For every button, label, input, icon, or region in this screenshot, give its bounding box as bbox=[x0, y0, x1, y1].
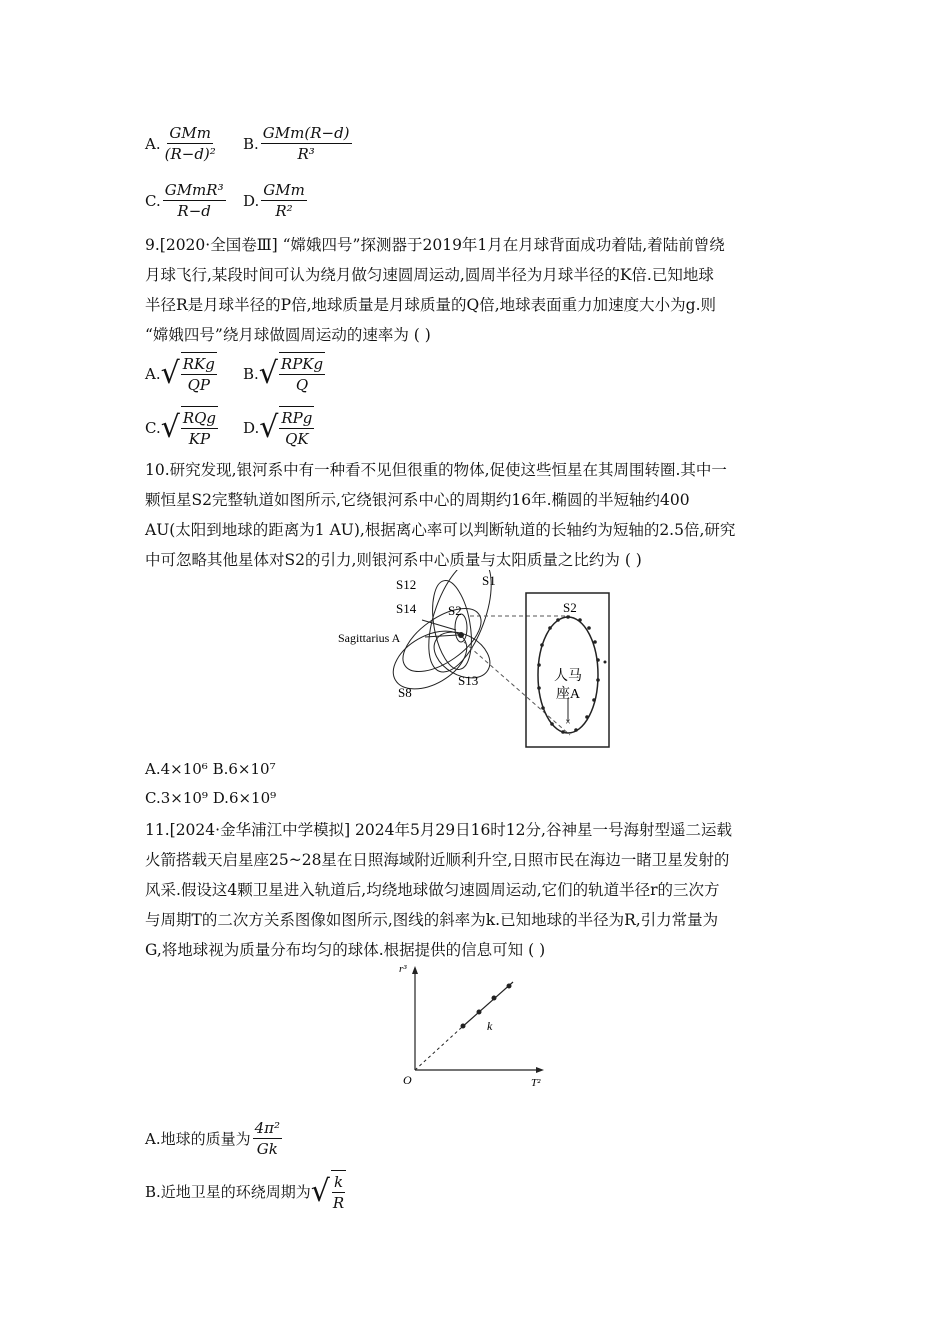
q9-option-c: C. √ $\frac{\text{RQg}}{KP}$ bbox=[145, 406, 220, 449]
pointer-line-s14 bbox=[422, 620, 456, 630]
zoom-line-bottom bbox=[464, 642, 570, 735]
star-orbits-figure bbox=[330, 570, 620, 755]
q8-option-b: B. $\frac{\text{GMm(R−d)}}{\text{R³}}$ bbox=[243, 124, 350, 163]
q11-line-3: 风采.假设这4颗卫星进入轨道后,均绕地球做匀速圆周运动,它们的轨道半径r的三次方 bbox=[145, 881, 720, 899]
q10-line-1: 10.研究发现,银河系中有一种看不见但很重的物体,促使这些恒星在其周围转圈.其中一 bbox=[145, 461, 727, 479]
q9-option-b: B. √ $\frac{\text{RPKg}}{Q}$ bbox=[243, 352, 327, 395]
q11-option-b: B.近地卫星的环绕周期为 √ $\frac{k}{R}$ bbox=[145, 1170, 348, 1213]
inset-label-2: 座A bbox=[555, 687, 581, 702]
sqrt-icon: √ bbox=[160, 409, 180, 445]
data-point bbox=[507, 984, 512, 989]
origin-label: O bbox=[403, 1073, 412, 1087]
sqrt-icon: √ bbox=[259, 409, 279, 445]
label-s8: S8 bbox=[398, 685, 412, 700]
sqrt-icon: √ bbox=[310, 1173, 330, 1209]
label-s2-large: S2 bbox=[563, 600, 577, 615]
q8-option-d: D. $\frac{\text{GMm}}{\text{R²}}$ bbox=[243, 181, 305, 220]
q11-line-5: G,将地球视为质量分布均匀的球体.根据提供的信息可知 ( ) bbox=[145, 941, 546, 959]
y-axis-label: r³ bbox=[399, 963, 407, 975]
label-s1: S1 bbox=[482, 573, 496, 588]
q10-line-2: 颗恒星S2完整轨道如图所示,它绕银河系中心的周期约16年.椭圆的半短轴约400 bbox=[145, 491, 690, 509]
q10-options-row2: C.3×10⁹ D.6×10⁹ bbox=[145, 789, 277, 807]
q9-line-3: 半径R是月球半径的P倍,地球质量是月球质量的Q倍,地球表面重力加速度大小为g.则 bbox=[145, 296, 717, 314]
q11-line-1: 11.[2024·金华浦江中学模拟] 2024年5月29日16时12分,谷神星一号海射型遥二运载 bbox=[145, 821, 732, 839]
slope-label: k bbox=[487, 1019, 493, 1033]
sqrt-icon: √ bbox=[160, 355, 180, 391]
q9-option-d: D. √ $\frac{\text{RPg}}{QK}$ bbox=[243, 406, 316, 449]
q11-stem bbox=[145, 815, 810, 965]
pointer-line bbox=[425, 635, 458, 637]
label-s14: S14 bbox=[396, 601, 417, 616]
r3-t2-graph bbox=[395, 960, 555, 1090]
sqrt-icon: √ bbox=[258, 355, 278, 391]
q11-option-a: A.地球的质量为 $\frac{\text{4π²}}{Gk}$ bbox=[145, 1119, 281, 1158]
q9-line-2: 月球飞行,某段时间可认为绕月做匀速圆周运动,圆周半径为月球半径的K倍.已知地球 bbox=[145, 266, 714, 284]
label-s13: S13 bbox=[458, 673, 479, 688]
center-mark-icon: × bbox=[565, 717, 571, 728]
center-dot bbox=[458, 632, 464, 638]
q8-option-a: A. $\frac{\text{GMm}}{\text{(R−d)²}}$ bbox=[145, 124, 216, 163]
data-point bbox=[477, 1010, 482, 1015]
q10-options-row1: A.4×10⁶ B.6×10⁷ bbox=[145, 760, 276, 778]
label-s12: S12 bbox=[396, 577, 417, 592]
label-sagittarius: Sagittarius A bbox=[338, 631, 401, 645]
orbit-s12 bbox=[426, 578, 477, 673]
q10-line-3: AU(太阳到地球的距离为1 AU),根据离心率可以判断轨道的长轴约为短轴的2.5倍,研究 bbox=[145, 521, 736, 539]
q11-line-4: 与周期T的二次方关系图像如图所示,图线的斜率为k.已知地球的半径为R,引力常量为 bbox=[145, 911, 719, 929]
extrapolation-line bbox=[415, 1028, 461, 1070]
q9-line-4: “嫦娥四号”绕月球做圆周运动的速率为 ( ) bbox=[145, 326, 431, 344]
q11-line-2: 火箭搭载天启星座25~28星在日照海域附近顺利升空,日照市民在海边一睹卫星发射的 bbox=[145, 851, 730, 869]
data-point bbox=[492, 996, 497, 1001]
q8-option-c: C. $\frac{\text{GMmR³}}{R-d}$ bbox=[145, 181, 224, 220]
q9-option-a: A. √ $\frac{\text{RKg}}{QP}$ bbox=[145, 352, 219, 395]
x-axis-arrow-icon bbox=[536, 1067, 544, 1073]
inset-label-1: 人马 bbox=[554, 669, 582, 684]
q10-stem bbox=[145, 455, 810, 575]
q9-line-1: 9.[2020·全国卷Ⅲ] “嫦娥四号”探测器于2019年1月在月球背面成功着陆,着陆前曾绕 bbox=[145, 236, 725, 254]
label-s2-small: S2 bbox=[448, 603, 462, 618]
y-axis-arrow-icon bbox=[412, 966, 418, 974]
x-axis-label: T² bbox=[531, 1077, 541, 1089]
q10-line-4: 中可忽略其他星体对S2的引力,则银河系中心质量与太阳质量之比约为 ( ) bbox=[145, 551, 642, 569]
data-point bbox=[461, 1024, 466, 1029]
q9-stem bbox=[145, 230, 810, 350]
